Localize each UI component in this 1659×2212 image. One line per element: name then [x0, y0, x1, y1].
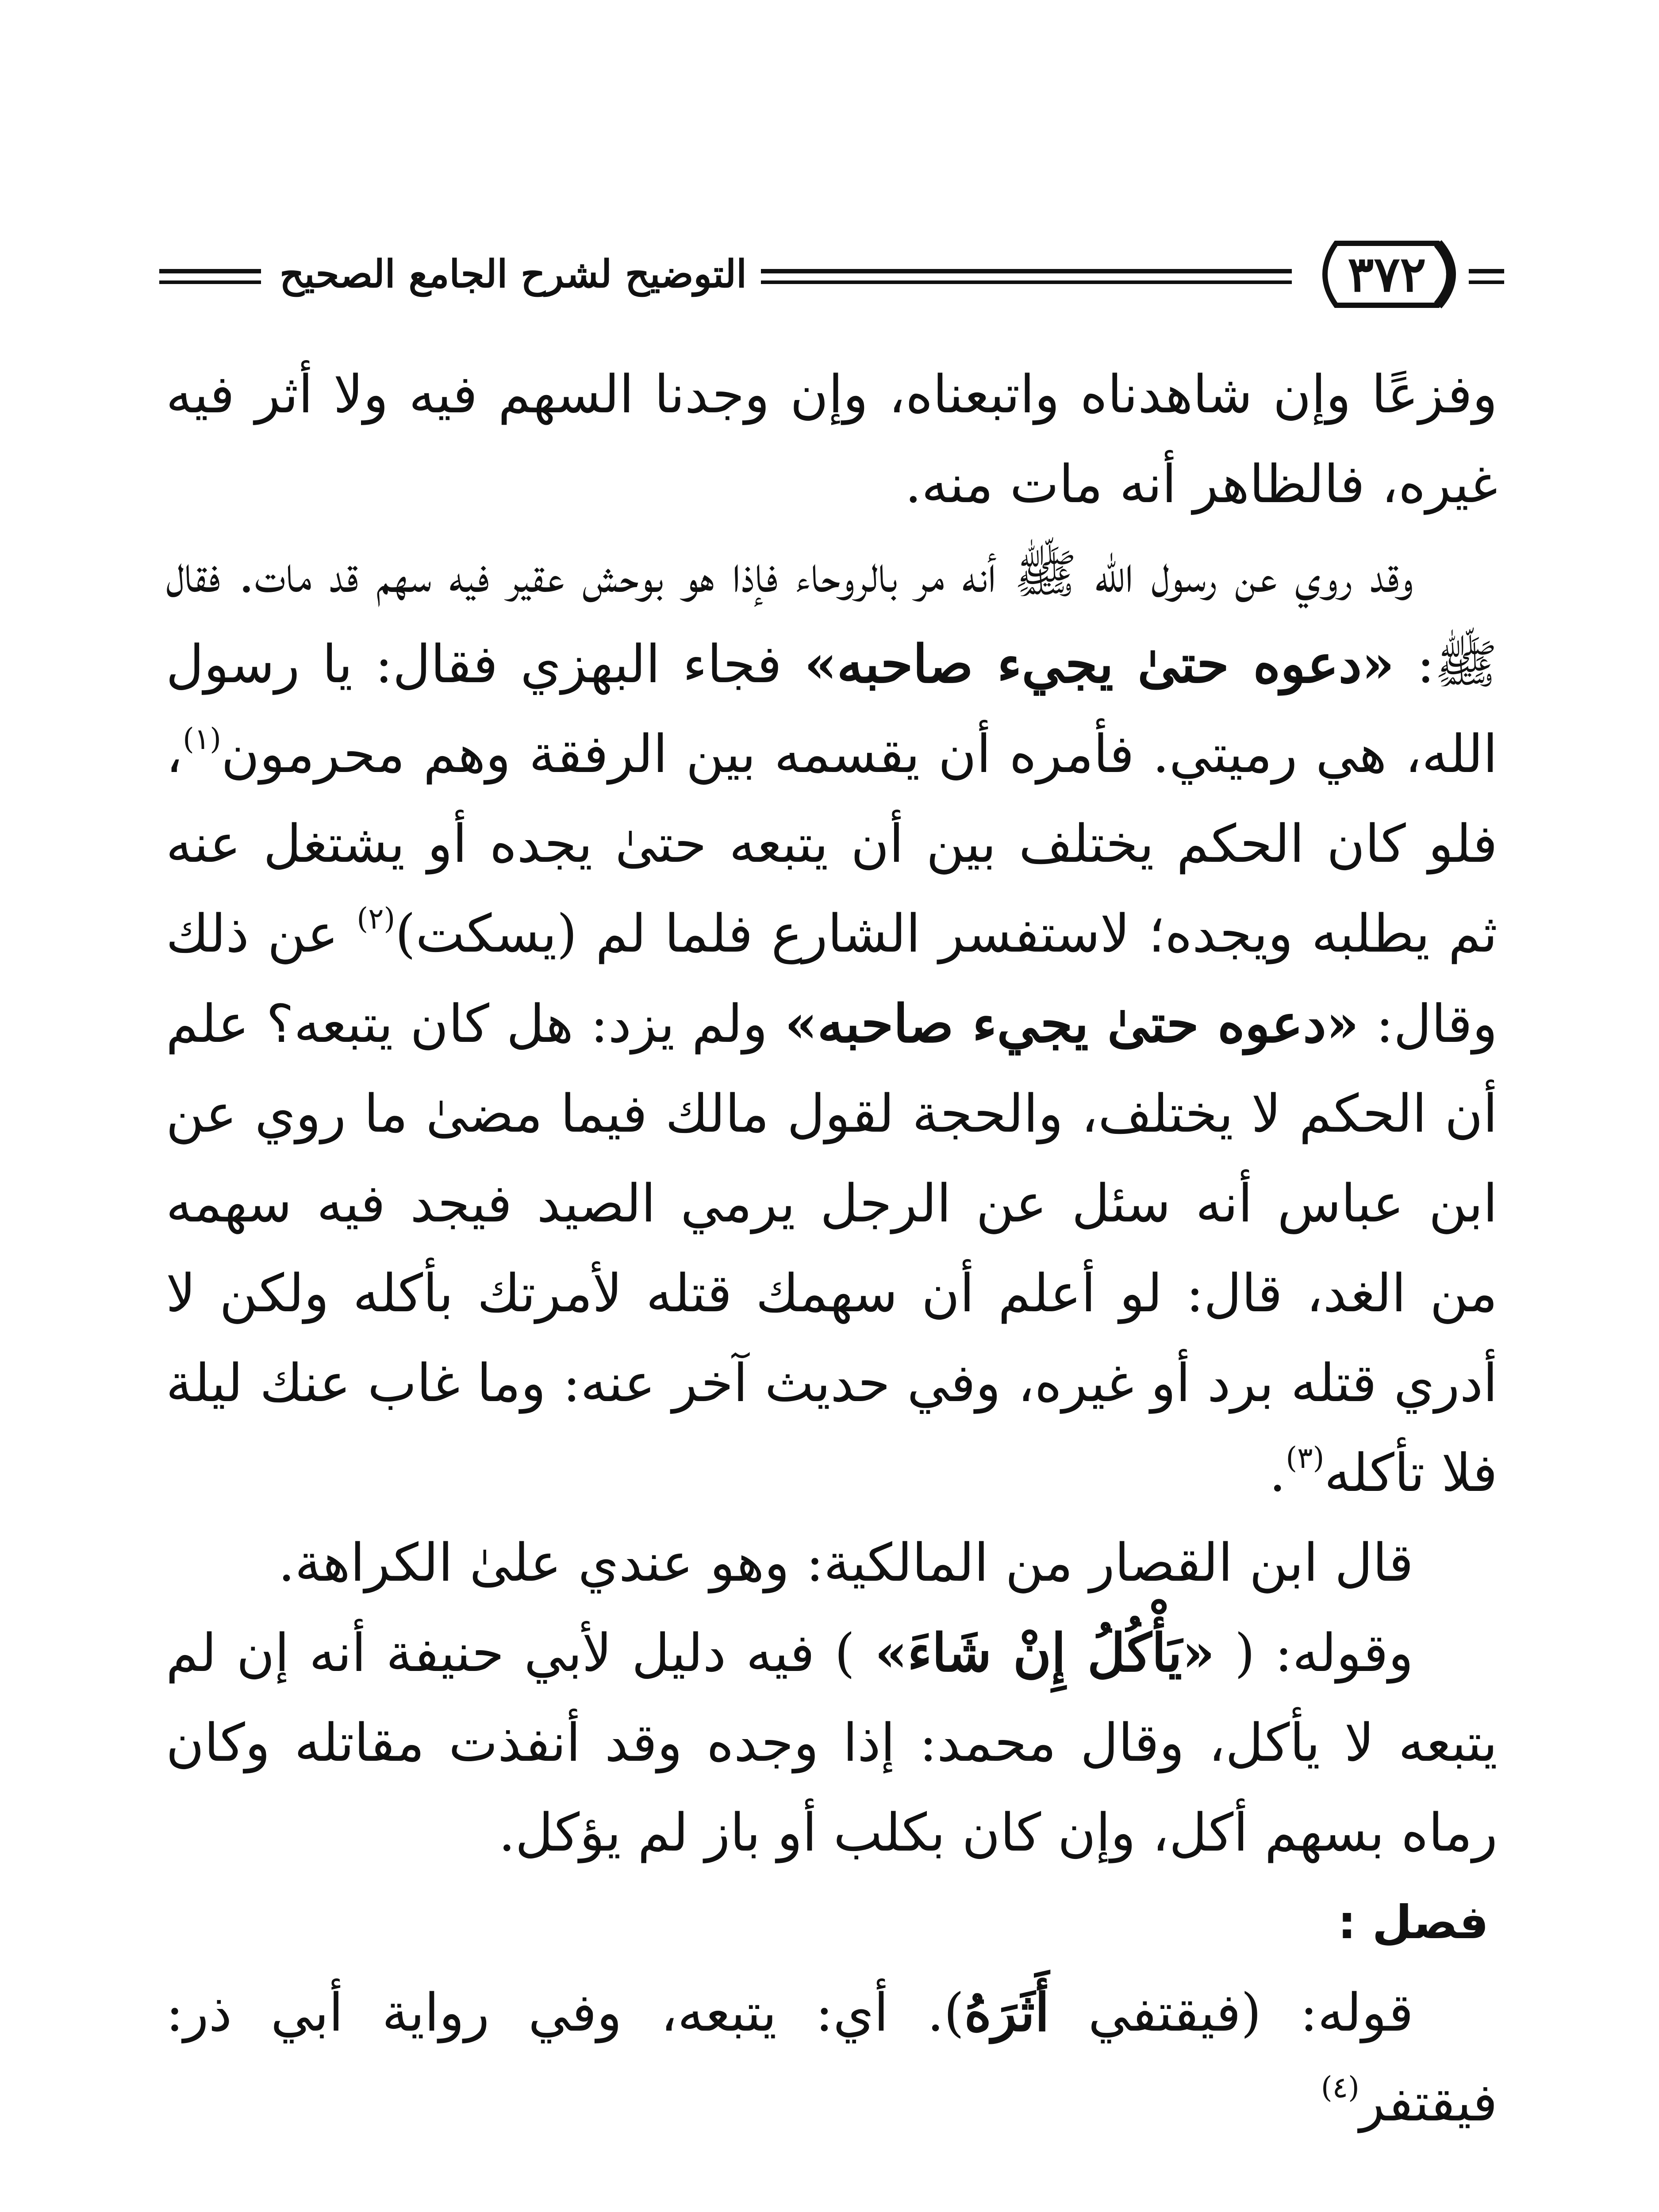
header-rule-right [1469, 269, 1504, 273]
footnote-ref-4[interactable]: (٤) [1321, 2070, 1359, 2104]
paragraph-2-text-d: عن ذلك وقال: [166, 903, 1498, 1054]
header-rule-left [159, 269, 261, 273]
header-rule-middle [761, 269, 1292, 273]
quoted-word: أَثَرَهُ [964, 1982, 1049, 2043]
paragraph-4-text-b: ) فيه دليل لأبي حنيفة أنه إن لم يتبعه لا يأكل، وقال محمد: إذا وجده وقد أنفذت مقاتله وكان رماه بسهم أكل، وإن كان بكلب أو باز لم يؤكل. [166, 1622, 1498, 1863]
paragraph-5-text-a: قوله: (فيقتفي [1049, 1982, 1413, 2043]
main-text [166, 349, 1498, 2147]
page-header [159, 230, 1504, 323]
footnote-ref-2[interactable]: (٢) [357, 902, 396, 936]
paragraph-2-text-e: ولم يزد: هل كان يتبعه؟ علم أن الحكم لا يختلف، والحجة لقول مالك فيما مضىٰ ما روي عن ابن عباس أنه سئل عن الرجل يرمي الصيد فيجد فيه سهمه من الغد، قال: لو أعلم أن سهمك قتله لأمرتك بأكله ولكن لا أدري قتله برد أو غيره، وفي حديث آخر عنه: وما غاب عنك ليلة فلا تأكله [166, 993, 1498, 1503]
page-number-frame [1305, 230, 1469, 319]
paragraph-2-text-a: وقد روي عن رسول الله ﷺ أنه مر بالروحاء فإذا هو بوحش عقير فيه سهم قد مات. فقال ﷺ: [166, 543, 1498, 695]
paragraph-2-text-c: ، فلو كان الحكم يختلف بين أن يتبعه حتىٰ يجده أو يشتغل عنه ثم يطلبه ويجده؛ لاستفسر الشارع فلما لم (يسكت) [166, 723, 1498, 964]
paragraph-2 [166, 529, 1498, 1518]
footnote-ref-1[interactable]: (١) [183, 722, 222, 756]
section-heading: فصل : [1337, 1895, 1489, 1949]
paragraph-2-text-b: فجاء البهزي فقال: يا رسول الله، هي رميتي. فأمره أن يقسمه بين الرفقة وهم محرمون [166, 634, 1498, 784]
paragraph-4 [166, 1608, 1498, 1878]
hadith-quote-1: «دعوه حتىٰ يجيء صاحبه» [804, 633, 1394, 695]
paragraph-5 [166, 1967, 1498, 2147]
footnote-ref-3[interactable]: (٣) [1286, 1441, 1325, 1475]
paragraph-1: وفزعًا وإن شاهدناه واتبعناه، وإن وجدنا السهم فيه ولا أثر فيه غيره، فالظاهر أنه مات منه. [166, 364, 1498, 515]
paragraph-4-text-a: وقوله: ( [1214, 1622, 1413, 1683]
paragraph-3: قال ابن القصار من المالكية: وهو عندي علىٰ الكراهة. [278, 1532, 1413, 1593]
hadith-quote-2: «دعوه حتىٰ يجيء صاحبه» [784, 993, 1359, 1054]
page-number: ٣٧٢ [1348, 246, 1426, 303]
hadith-quote-3: «يَأْكُلُ إِنْ شَاءَ» [875, 1622, 1215, 1683]
paragraph-2-end: . [1269, 1442, 1286, 1503]
running-title: التوضيح لشرح الجامع الصحيح [280, 252, 747, 296]
paragraph-5-text-b: ). أي: يتبعه، وفي رواية أبي ذر: فيقتفر [166, 1982, 1498, 2133]
